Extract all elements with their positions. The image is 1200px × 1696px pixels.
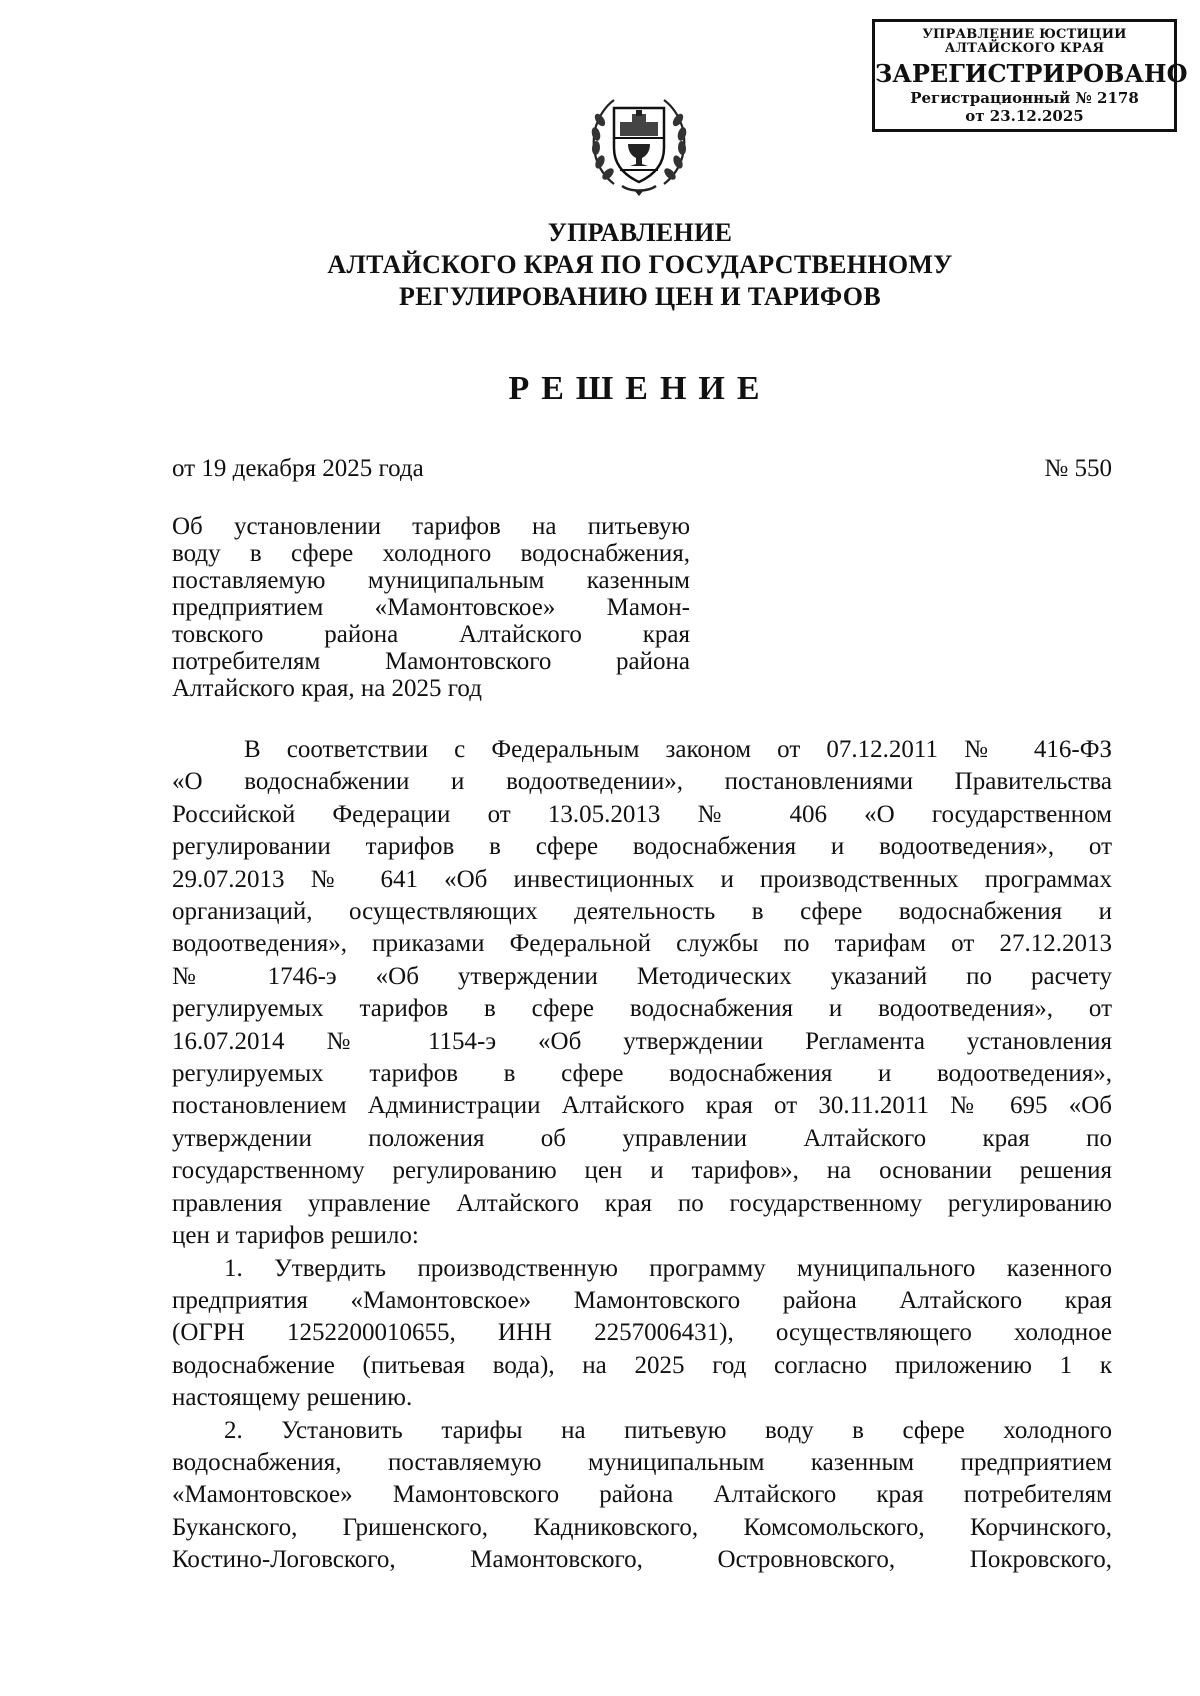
header-line-3: РЕГУЛИРОВАНИЮ ЦЕН И ТАРИФОВ (399, 282, 881, 311)
subject-line: поставляемую муниципальным казенным (172, 567, 690, 594)
body-line: постановлением Администрации Алтайского края от 30.11.2011 № 695 «Об (172, 1092, 1112, 1120)
document-body (172, 734, 1112, 1577)
body-line: 1. Утвердить производственную программу муниципального казенного (224, 1254, 1112, 1282)
body-line: правления управление Алтайского края по государственному регулированию (172, 1189, 1112, 1217)
body-line: № 1746-э «Об утверждении Методических указаний по расчету (172, 962, 1112, 990)
body-line: водоснабжения, поставляемую муниципальным казенным предприятием (172, 1448, 1112, 1476)
date-number-line (172, 454, 1112, 484)
body-line: предприятия «Мамонтовское» Мамонтовского района Алтайского края (172, 1286, 1112, 1314)
subject-line: воду в сфере холодного водоснабжения, (172, 540, 690, 567)
body-line: В соответствии с Федеральным законом от 07.12.2011 № 416-ФЗ (244, 736, 1112, 763)
document-type-title: РЕШЕНИЕ (508, 370, 772, 407)
subject-line: Об установлении тарифов на питьевую (172, 513, 690, 540)
body-line: цен и тарифов решило: (172, 1222, 419, 1250)
body-line: Российской Федерации от 13.05.2013 № 406 «О государственном (172, 800, 1112, 828)
body-line: настоящему решению. (172, 1384, 413, 1412)
body-line: регулируемых тарифов в сфере водоснабжения и водоотведения», от (172, 995, 1112, 1023)
document-date: от 19 декабря 2025 года (172, 455, 424, 482)
stamp-reg-date: от 23.12.2025 (965, 107, 1084, 125)
body-line: организаций, осуществляющих деятельность в сфере водоснабжения и (172, 898, 1112, 926)
body-line: (ОГРН 1252200010655, ИНН 2257006431), осуществляющего холодное (172, 1319, 1112, 1347)
document-number: № 550 (1044, 455, 1112, 482)
stamp-authority-line1: УПРАВЛЕНИЕ ЮСТИЦИИ (922, 27, 1127, 42)
body-line: водоснабжение (питьевая вода), на 2025 год согласно приложению 1 к (172, 1351, 1112, 1379)
stamp-authority-line2: АЛТАЙСКОГО КРАЯ (944, 41, 1105, 56)
body-line: утверждении положения об управлении Алтайского края по (172, 1124, 1112, 1152)
body-line: регулируемых тарифов в сфере водоснабжения и водоотведения», (172, 1060, 1112, 1088)
issuing-authority-header (200, 217, 1080, 313)
body-line: Костино-Логовского, Мамонтовского, Островновского, Покровского, (172, 1546, 1112, 1574)
body-line: водоотведения», приказами Федеральной службы по тарифам от 27.12.2013 (172, 930, 1112, 958)
subject-line: товского района Алтайского края (172, 621, 690, 648)
document-subject (172, 513, 690, 702)
body-line: государственному регулированию цен и тарифов», на основании решения (172, 1157, 1112, 1185)
body-line: регулировании тарифов в сфере водоснабжения и водоотведения», от (172, 833, 1112, 861)
body-line: Буканского, Гришенского, Кадниковского, Комсомольского, Корчинского, (172, 1513, 1112, 1541)
registration-stamp (872, 19, 1188, 132)
body-line: 29.07.2013 № 641 «Об инвестиционных и производственных программах (172, 865, 1112, 893)
body-line: 2. Установить тарифы на питьевую воду в сфере холодного (224, 1416, 1112, 1444)
altai-krai-coat-of-arms-icon (584, 86, 694, 198)
stamp-reg-number: Регистрационный № 2178 (910, 89, 1139, 107)
body-line: 16.07.2014 № 1154-э «Об утверждении Регламента установления (172, 1027, 1112, 1055)
subject-line: Алтайского края, на 2025 год (172, 675, 482, 702)
header-line-1: УПРАВЛЕНИЕ (547, 218, 733, 247)
body-line: «Мамонтовское» Мамонтовского района Алтайского края потребителям (172, 1481, 1112, 1509)
header-line-2: АЛТАЙСКОГО КРАЯ ПО ГОСУДАРСТВЕННОМУ (327, 250, 953, 279)
subject-line: предприятием «Мамонтовское» Мамон- (172, 594, 690, 621)
subject-line: потребителям Мамонтовского района (172, 648, 690, 675)
body-line: «О водоснабжении и водоотведении», постановлениями Правительства (172, 768, 1112, 796)
stamp-status: ЗАРЕГИСТРИРОВАНО (875, 59, 1188, 88)
